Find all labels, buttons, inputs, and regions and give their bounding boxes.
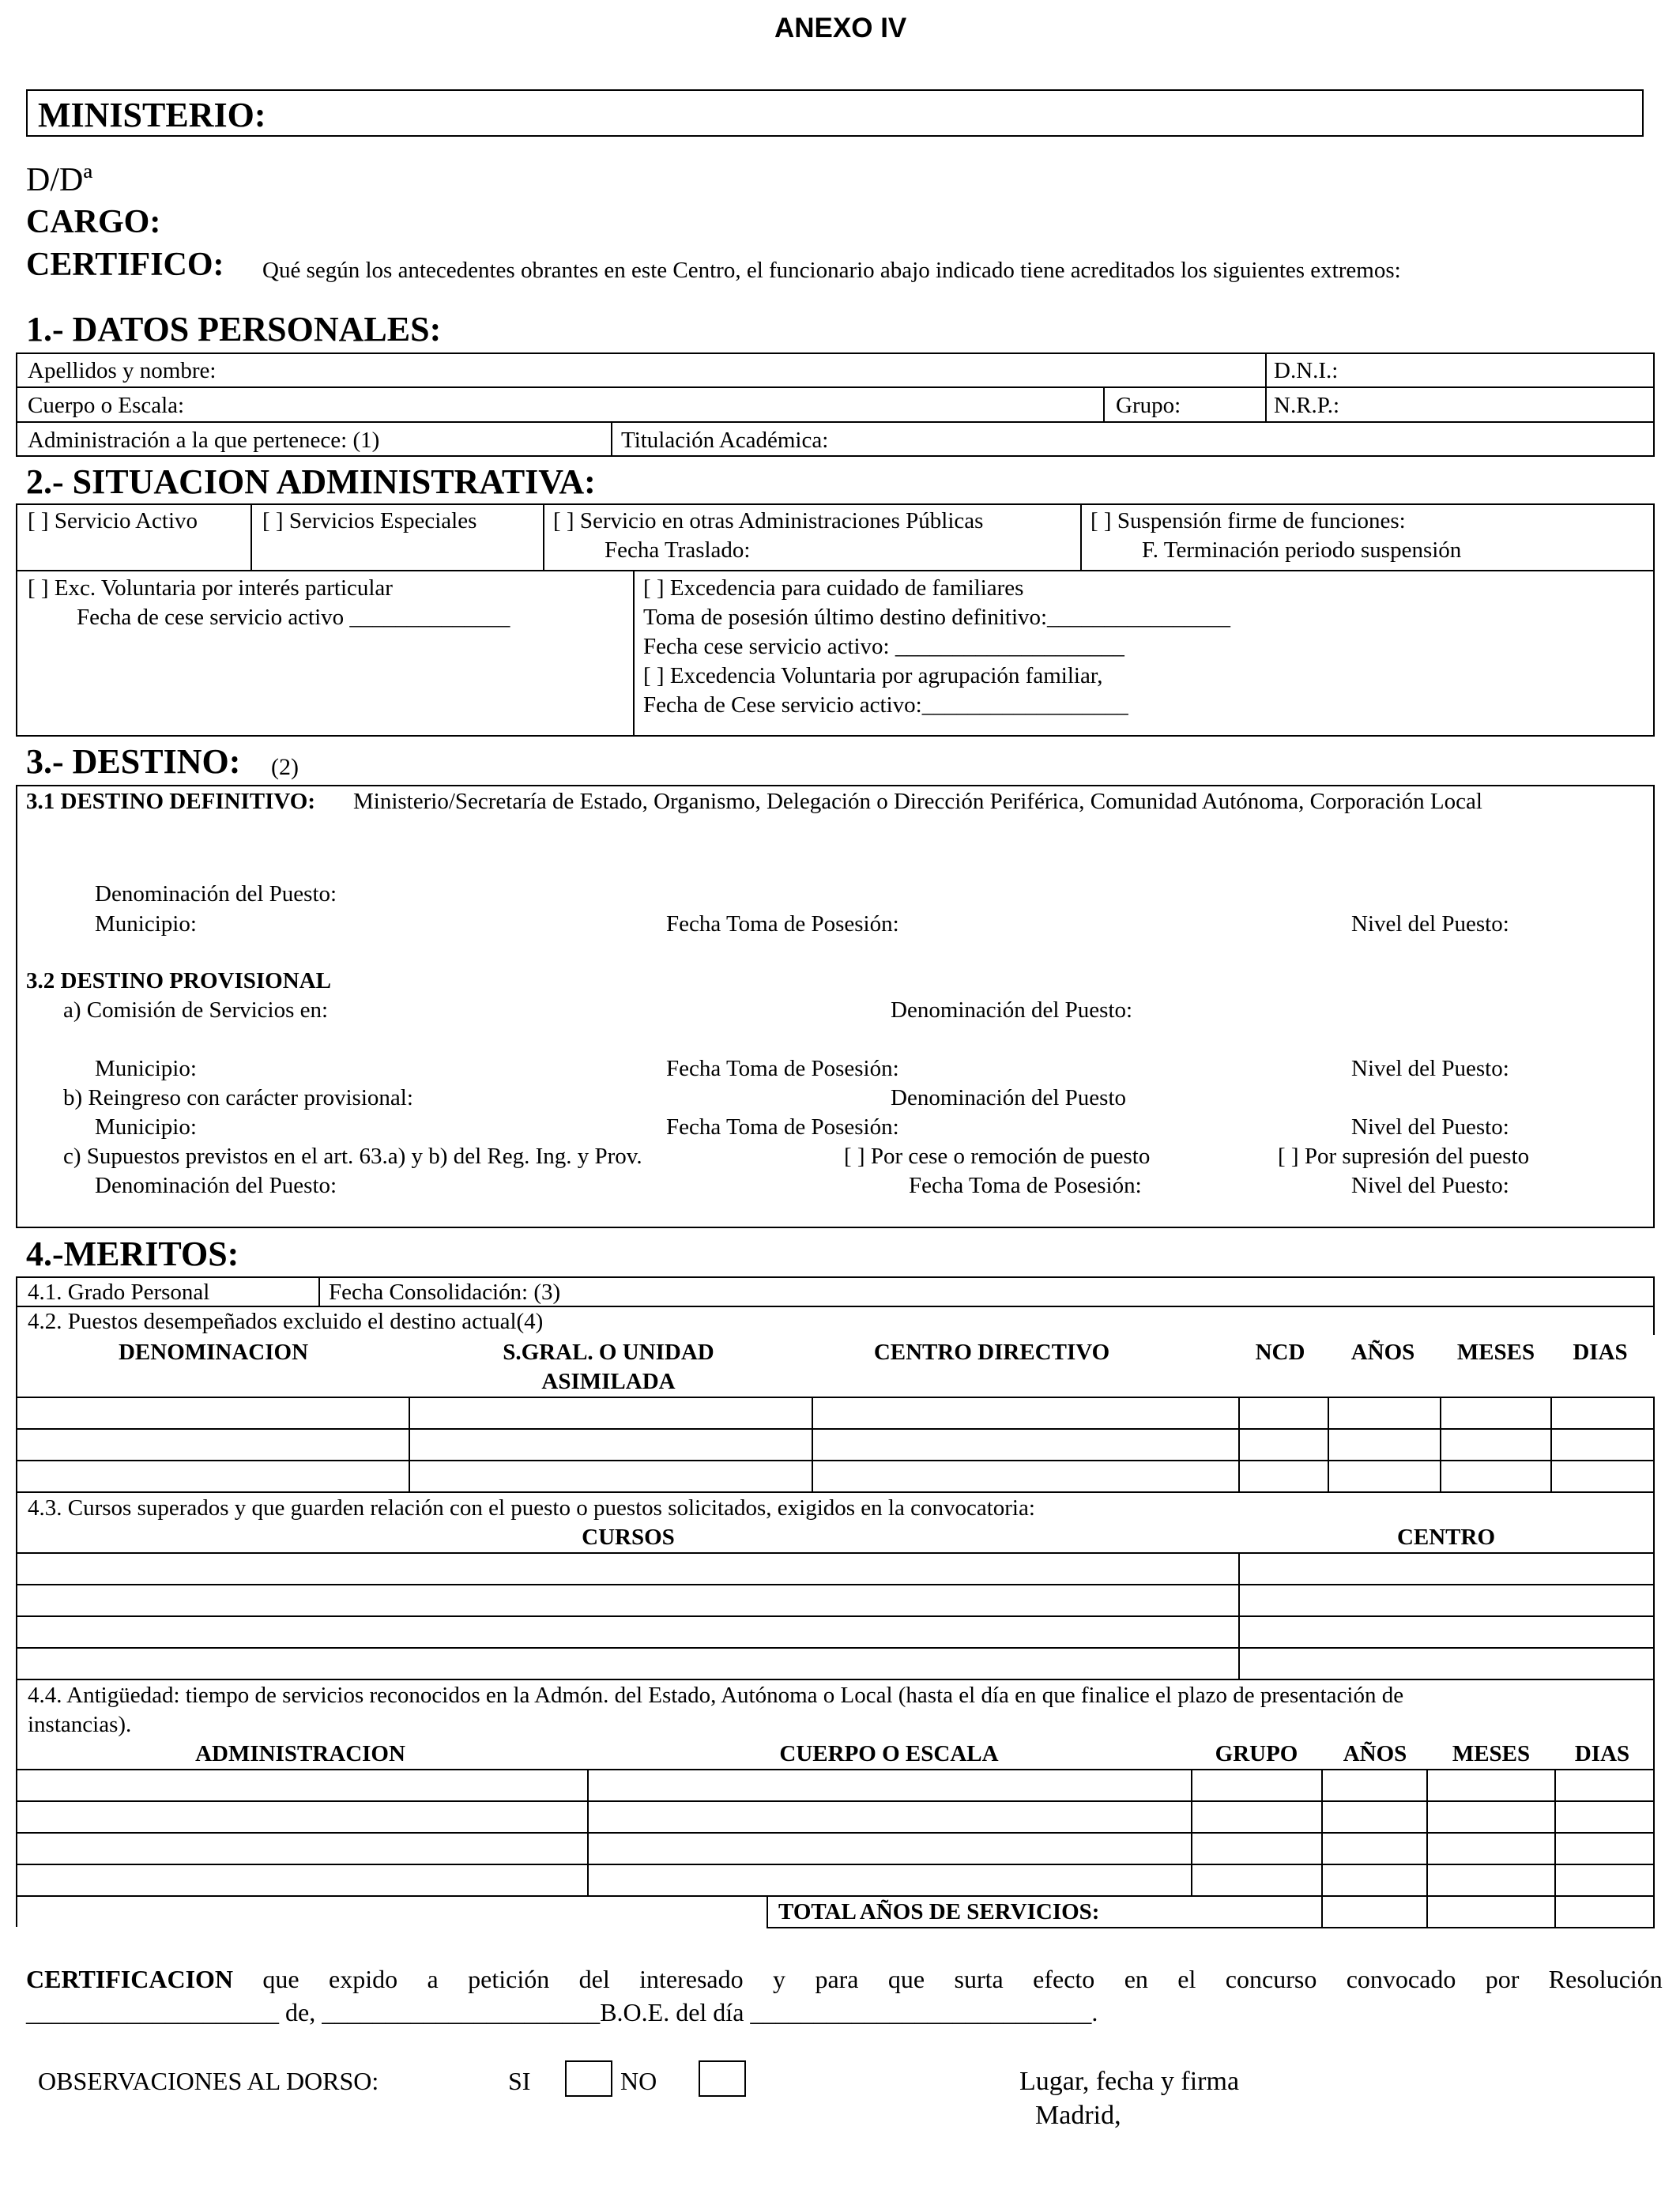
fecha-traslado: Fecha Traslado: <box>605 537 751 563</box>
certifico-label: CERTIFICO: <box>26 247 224 283</box>
cuerpo-field: Cuerpo o Escala: <box>28 393 185 418</box>
no-label: NO <box>620 2067 657 2095</box>
certificacion-word: Resolución <box>1548 1965 1663 1993</box>
grupo-field: Grupo: <box>1116 393 1181 418</box>
comision-servicios: a) Comisión de Servicios en: <box>63 997 329 1023</box>
col-asimilada: ASIMILADA <box>541 1369 676 1394</box>
antiguedad-label-2: instancias). <box>28 1712 132 1737</box>
c-nivel: Nivel del Puesto: <box>1351 1173 1509 1198</box>
col-grupo: GRUPO <box>1215 1741 1298 1766</box>
antiguedad-label-1: 4.4. Antigüedad: tiempo de servicios reconocidos en la Admón. del Estado, Autónoma o Local (hasta el día en que finalice el plazo de presentación de <box>28 1683 1404 1708</box>
puestos-desempenados-label: 4.2. Puestos desempeñados excluido el destino actual(4) <box>28 1309 544 1334</box>
resolucion-line: ____________________ de, ______________________B.O.E. del día ___________________________. <box>26 1998 1098 2026</box>
col-meses-2: MESES <box>1452 1741 1531 1766</box>
b-municipio: Municipio: <box>95 1114 197 1140</box>
destino-definitivo-text: Ministerio/Secretaría de Estado, Organismo, Delegación o Dirección Periférica, Comunidad Autónoma, Corporación Local <box>353 789 1482 814</box>
s2-heading: 2.- SITUACION ADMINISTRATIVA: <box>26 462 596 501</box>
certificacion-label: CERTIFICACION <box>26 1965 234 1993</box>
titulacion-field: Titulación Académica: <box>621 428 829 453</box>
col-cuerpo-escala: CUERPO O ESCALA <box>779 1741 999 1766</box>
grado-personal: 4.1. Grado Personal <box>28 1280 210 1305</box>
certificacion-word: por <box>1485 1965 1520 1993</box>
certificacion-word: convocado <box>1346 1965 1456 1993</box>
col-meses: MESES <box>1456 1340 1535 1365</box>
destino-provisional-label: 3.2 DESTINO PROVISIONAL <box>26 968 331 993</box>
total-anos-servicios: TOTAL AÑOS DE SERVICIOS: <box>778 1899 1100 1924</box>
certificacion-word: el <box>1177 1965 1196 1993</box>
servicio-activo-option: [ ] Servicio Activo <box>28 508 198 533</box>
s3-heading-note: (2) <box>271 754 299 780</box>
terminacion-suspension: F. Terminación periodo suspensión <box>1142 537 1462 563</box>
certificacion-word: que <box>887 1965 925 1993</box>
c-denominacion: Denominación del Puesto: <box>95 1173 337 1198</box>
s3-heading: 3.- DESTINO: <box>26 742 241 781</box>
cargo-label: CARGO: <box>26 204 161 240</box>
agrupacion-familiar-option: [ ] Excedencia Voluntaria por agrupación familiar, <box>643 663 1103 688</box>
certificacion-word: del <box>578 1965 610 1993</box>
s4-heading: 4.-MERITOS: <box>26 1235 239 1273</box>
cese-activo-field: Fecha cese servicio activo: ____________________ <box>643 634 1124 659</box>
reingreso-provisional: b) Reingreso con carácter provisional: <box>63 1085 413 1110</box>
certifico-text: Qué según los antecedentes obrantes en este Centro, el funcionario abajo indicado tiene acreditados los siguientes extremos: <box>262 258 1401 283</box>
servicios-especiales-option: [ ] Servicios Especiales <box>262 508 477 533</box>
certificacion-line <box>26 1966 1663 1992</box>
certificacion-word: que <box>262 1965 299 1993</box>
cuidado-familiares-option: [ ] Excedencia para cuidado de familiares <box>643 575 1024 601</box>
c-fecha-toma: Fecha Toma de Posesión: <box>909 1173 1142 1198</box>
nrp-field: N.R.P.: <box>1274 393 1340 418</box>
col-denominacion: DENOMINACION <box>118 1340 309 1365</box>
col-centro-directivo: CENTRO DIRECTIVO <box>873 1340 1110 1365</box>
b-fecha-toma: Fecha Toma de Posesión: <box>666 1114 899 1140</box>
administracion-field: Administración a la que pertenece: (1) <box>28 428 380 453</box>
s1-heading: 1.- DATOS PERSONALES: <box>26 310 442 349</box>
a-denominacion: Denominación del Puesto: <box>891 997 1133 1023</box>
si-label: SI <box>508 2067 531 2095</box>
col-sgral: S.GRAL. O UNIDAD <box>503 1340 714 1365</box>
certificacion-word: y <box>773 1965 786 1993</box>
certificacion-word: para <box>815 1965 859 1993</box>
certificacion-word: expido <box>329 1965 398 1993</box>
col-dias: DIAS <box>1573 1340 1628 1365</box>
destino-definitivo-label: 3.1 DESTINO DEFINITIVO: <box>26 789 316 814</box>
otras-administraciones-option: [ ] Servicio en otras Administraciones Públicas <box>553 508 984 533</box>
si-checkbox[interactable] <box>565 2060 612 2097</box>
def-municipio: Municipio: <box>95 911 197 937</box>
cursos-label: 4.3. Cursos superados y que guarden relación con el puesto o puestos solicitados, exigidos en la convocatoria: <box>28 1495 1035 1521</box>
col-ncd: NCD <box>1255 1340 1305 1365</box>
col-administracion: ADMINISTRACION <box>195 1741 405 1766</box>
certificacion-word: a <box>427 1965 439 1993</box>
certificacion-word: concurso <box>1225 1965 1317 1993</box>
certificacion-word: petición <box>468 1965 550 1993</box>
cese-remocion-option: [ ] Por cese o remoción de puesto <box>844 1144 1151 1169</box>
a-municipio: Municipio: <box>95 1056 197 1081</box>
cese-fecha-field: Fecha de Cese servicio activo:__________________ <box>643 692 1128 718</box>
def-nivel: Nivel del Puesto: <box>1351 911 1509 937</box>
toma-posesion-field: Toma de posesión último destino definitivo:________________ <box>643 605 1231 630</box>
certificacion-word: en <box>1124 1965 1148 1993</box>
apellidos-field: Apellidos y nombre: <box>28 358 217 383</box>
page-title: ANEXO IV <box>774 13 907 43</box>
b-denominacion: Denominación del Puesto <box>891 1085 1127 1110</box>
fecha-consolidacion: Fecha Consolidación: (3) <box>329 1280 561 1305</box>
col-cursos: CURSOS <box>582 1525 675 1550</box>
no-checkbox[interactable] <box>699 2060 746 2097</box>
col-anos-2: AÑOS <box>1343 1741 1407 1766</box>
def-fecha-toma: Fecha Toma de Posesión: <box>666 911 899 937</box>
certificacion-word: interesado <box>639 1965 744 1993</box>
supresion-option: [ ] Por supresión del puesto <box>1278 1144 1530 1169</box>
ministerio-label: MINISTERIO: <box>38 96 266 134</box>
supuestos-previstos: c) Supuestos previstos en el art. 63.a) y b) del Reg. Ing. y Prov. <box>63 1144 642 1169</box>
b-nivel: Nivel del Puesto: <box>1351 1114 1509 1140</box>
dd-label: D/Dª <box>26 162 92 198</box>
dni-field: D.N.I.: <box>1274 358 1339 383</box>
col-anos: AÑOS <box>1350 1340 1415 1365</box>
a-fecha-toma: Fecha Toma de Posesión: <box>666 1056 899 1081</box>
certificacion-word: efecto <box>1033 1965 1095 1993</box>
madrid-label: Madrid, <box>1035 2101 1121 2130</box>
a-nivel: Nivel del Puesto: <box>1351 1056 1509 1081</box>
col-centro: CENTRO <box>1396 1525 1496 1550</box>
col-dias-2: DIAS <box>1574 1741 1630 1766</box>
exc-voluntaria-option: [ ] Exc. Voluntaria por interés particular <box>28 575 393 601</box>
suspension-option: [ ] Suspensión firme de funciones: <box>1090 508 1406 533</box>
exc-fecha-cese: Fecha de cese servicio activo ______________ <box>77 605 510 630</box>
certificacion-word: surta <box>954 1965 1004 1993</box>
def-denominacion: Denominación del Puesto: <box>95 881 337 907</box>
ministerio-box <box>26 89 1644 137</box>
observaciones-label: OBSERVACIONES AL DORSO: <box>38 2067 379 2095</box>
lugar-fecha-firma: Lugar, fecha y firma <box>1019 2067 1240 2096</box>
